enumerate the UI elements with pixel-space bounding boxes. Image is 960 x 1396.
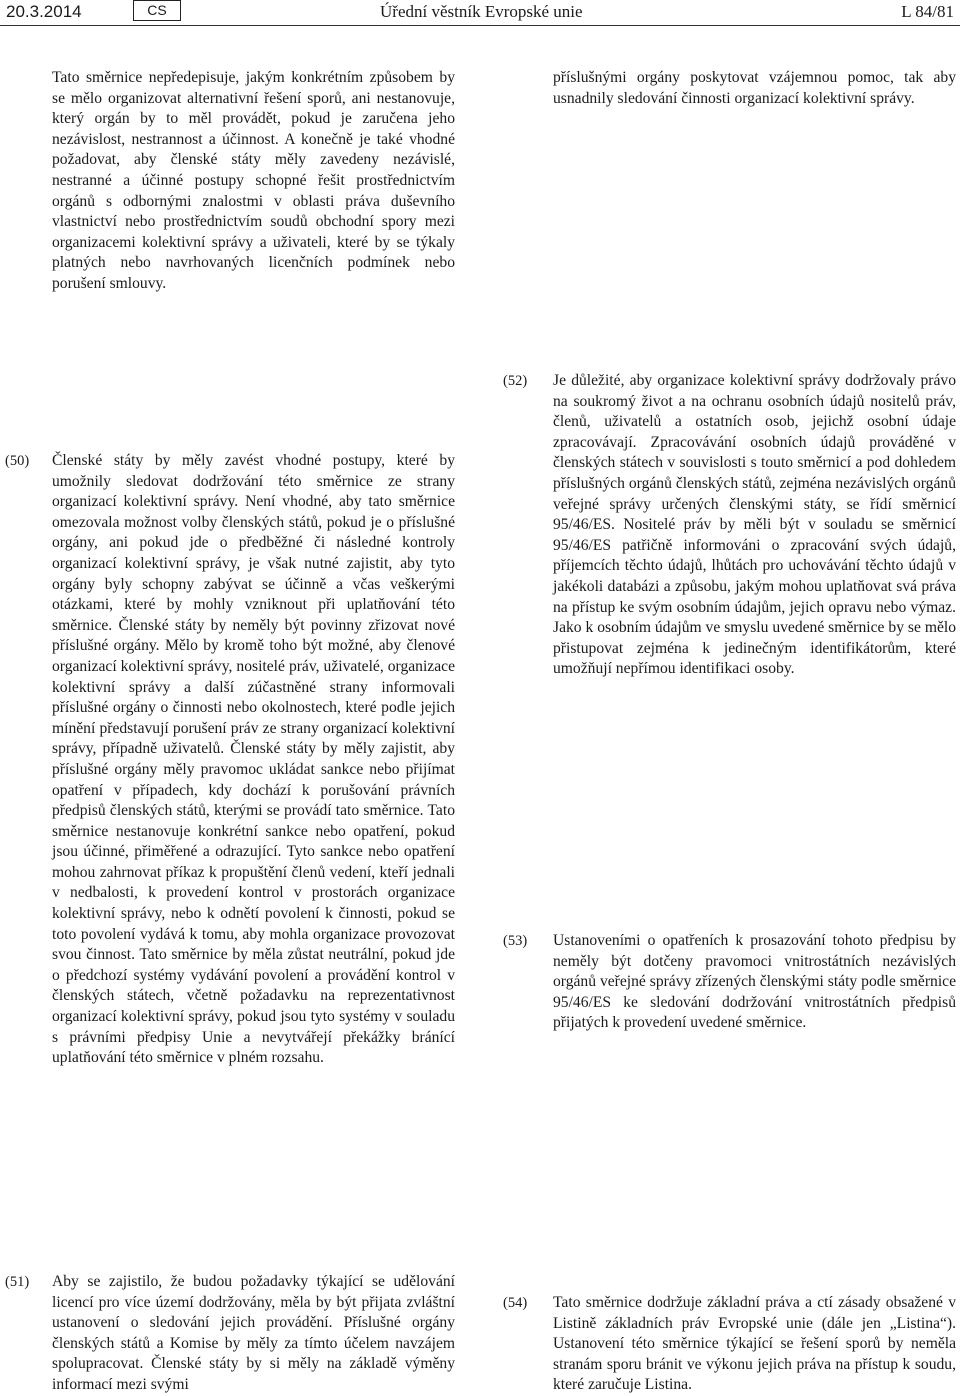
publication-date: 20.3.2014 [6,2,82,21]
recital-54-number: (54) [503,1295,528,1311]
recital-51 [52,1272,455,1396]
recital-54-text: Tato směrnice dodržuje základní práva a ctí zásady obsažené v Listině základních práv Evropské unie (dále jen „Listina“). Ustanovení této směrnice týkající se řešení sporů by neměla stranám sporu bránit ve výkonu jejich práva na přístup k soudu, které zaručuje Listina. [553,1294,956,1394]
recital-53-text: Ustanoveními o opatřeních k prosazování tohoto předpisu by neměly být dotčeny pravomoci vnitrostátních nezávislých orgánů veřejné správy zřízených členskými státy podle směrnice 95/46/ES ke sledování dodržování vnitrostátních předpisů přijatých k provedení uvedené směrnice. [553,932,956,1032]
recital-53 [553,931,956,1034]
recital-50-text: Členské státy by měly zavést vhodné postupy, které by umožnily sledovat dodržování této směrnice ze strany organizací kolektivní správy. Není vhodné, aby tato směrnice omezovala možnost volby členských států, pokud je o příslušné orgány, ani pokud jde o předběžné či následné kontroly organizací kolektivní správy, je však nutné zajistit, aby tyto orgány byly schopny zabývat se účinně a včas veškerými otázkami, které by mohly vzniknout při uplatňování této směrnice. Členské státy by neměly být povinny zřizovat nové příslušné orgány. Mělo by kromě toho být možné, aby členové organizací kolektivní správy, nositelé práv, uživatelé, organizace kolektivní správy a další zúčastněné strany informovali příslušné orgány o činnosti nebo okolnostech, které podle jejich mínění představují porušení práv ze strany organizací kolektivní správy, případně uživatelů. Členské státy by měly zajistit, aby příslušné orgány měly pravomoc ukládat sankce nebo přijímat opatření v případech, kdy dochází k porušování právních předpisů členských států, kterými se provádí tato směrnice. Tato směrnice nestanovuje konkrétní sankce nebo opatření, pokud jsou účinné, přiměřené a odrazující. Tyto sankce nebo opatření mohou zahrnovat příkaz k propuštění členů vedení, kteří jednali v nedbalosti, k provedení kontrol v prostorách organizace kolektivní správy, nebo k odnětí povolení k činnosti, pokud se toto povolení vydává k tomu, aby mohla organizace provozovat svou činnost. Tato směrnice by měla zůstat neutrální, pokud jde o předchozí systémy vydávání povolení a provádění kontrol v členských státech, včetně požadavku na reprezentativnost organizací kolektivní správy, pokud jsou tyto systémy v souladu s právními předpisy Unie a nevytvářejí překážky bránící uplatňování této směrnice v plném rozsahu. [52,452,455,1067]
language-badge: CS [133,0,181,21]
page-number: L 84/81 [901,2,954,21]
recital-50 [52,451,455,1069]
right-intro-text: příslušnými orgány poskytovat vzájemnou pomoc, tak aby usnadnily sledování činnosti organizací kolektivní správy. [553,69,956,107]
page-header [0,0,960,28]
recital-51-text: Aby se zajistilo, že budou požadavky týkající se udělování licencí pro více území dodržovány, měla by být přijata zvláštní ustanovení o sledování jejich provádění. Příslušné orgány členských států a Komise by měly za tímto účelem navzájem spolupracovat. Členské státy by si měly na základě výměny informací mezi svými [52,1273,455,1393]
recital-52 [553,371,956,680]
recital-54 [553,1293,956,1396]
recital-52-text: Je důležité, aby organizace kolektivní správy dodržovaly právo na soukromý život a na ochranu osobních údajů nositelů práv, členů, uživatelů a ostatních osob, jejichž osobní údaje zpracovávají. Zpracovávání osobních údajů prováděné v členských státech v souvislosti s touto směrnicí a pod dohledem příslušných orgánů členských států, zejména nezávislých orgánů veřejné správy určených členskými státy, se řídí směrnicí 95/46/ES. Nositelé práv by měli být v souladu se směrnicí 95/46/ES patřičně informováni o zpracování svých údajů, příjemcích těchto údajů, lhůtách pro uchovávání těchto údajů v jakékoli databázi a způsobu, jakým mohou uplatňovat svá práva na přístup ke svým osobním údajům, jejich opravu nebo výmaz. Jako k osobním údajům ve smyslu uvedené směrnice by se mělo přistupovat zejména k jedinečným identifikátorům, které umožňují nepřímou identifikaci osoby. [553,372,956,678]
recital-53-number: (53) [503,933,528,949]
recital-50-number: (50) [5,453,30,469]
header-rule [0,25,960,26]
left-intro-text: Tato směrnice nepředepisuje, jakým konkrétním způsobem by se mělo organizovat alternativní řešení sporů, ani nestanovuje, který orgán by to měl provádět, pokud je zaručena jeho nezávislost, nestrannost a účinnost. A konečně je také vhodné požadovat, aby členské státy měly zavedeny nezávislé, nestranné a účinné postupy schopné řešit prostřednictvím orgánů s odbornými znalostmi v oblasti práva duševního vlastnictví nebo prostřednictvím soudů obchodní spory mezi organizacemi kolektivní správy a uživateli, které by se týkaly platných nebo navrhovaných licenčních podmínek nebo porušení smlouvy. [52,69,455,292]
journal-title: Úřední věstník Evropské unie [380,2,583,21]
left-intro-paragraph [52,68,455,295]
recital-51-number: (51) [5,1274,30,1290]
right-intro-paragraph [553,68,956,109]
recital-52-number: (52) [503,373,528,389]
